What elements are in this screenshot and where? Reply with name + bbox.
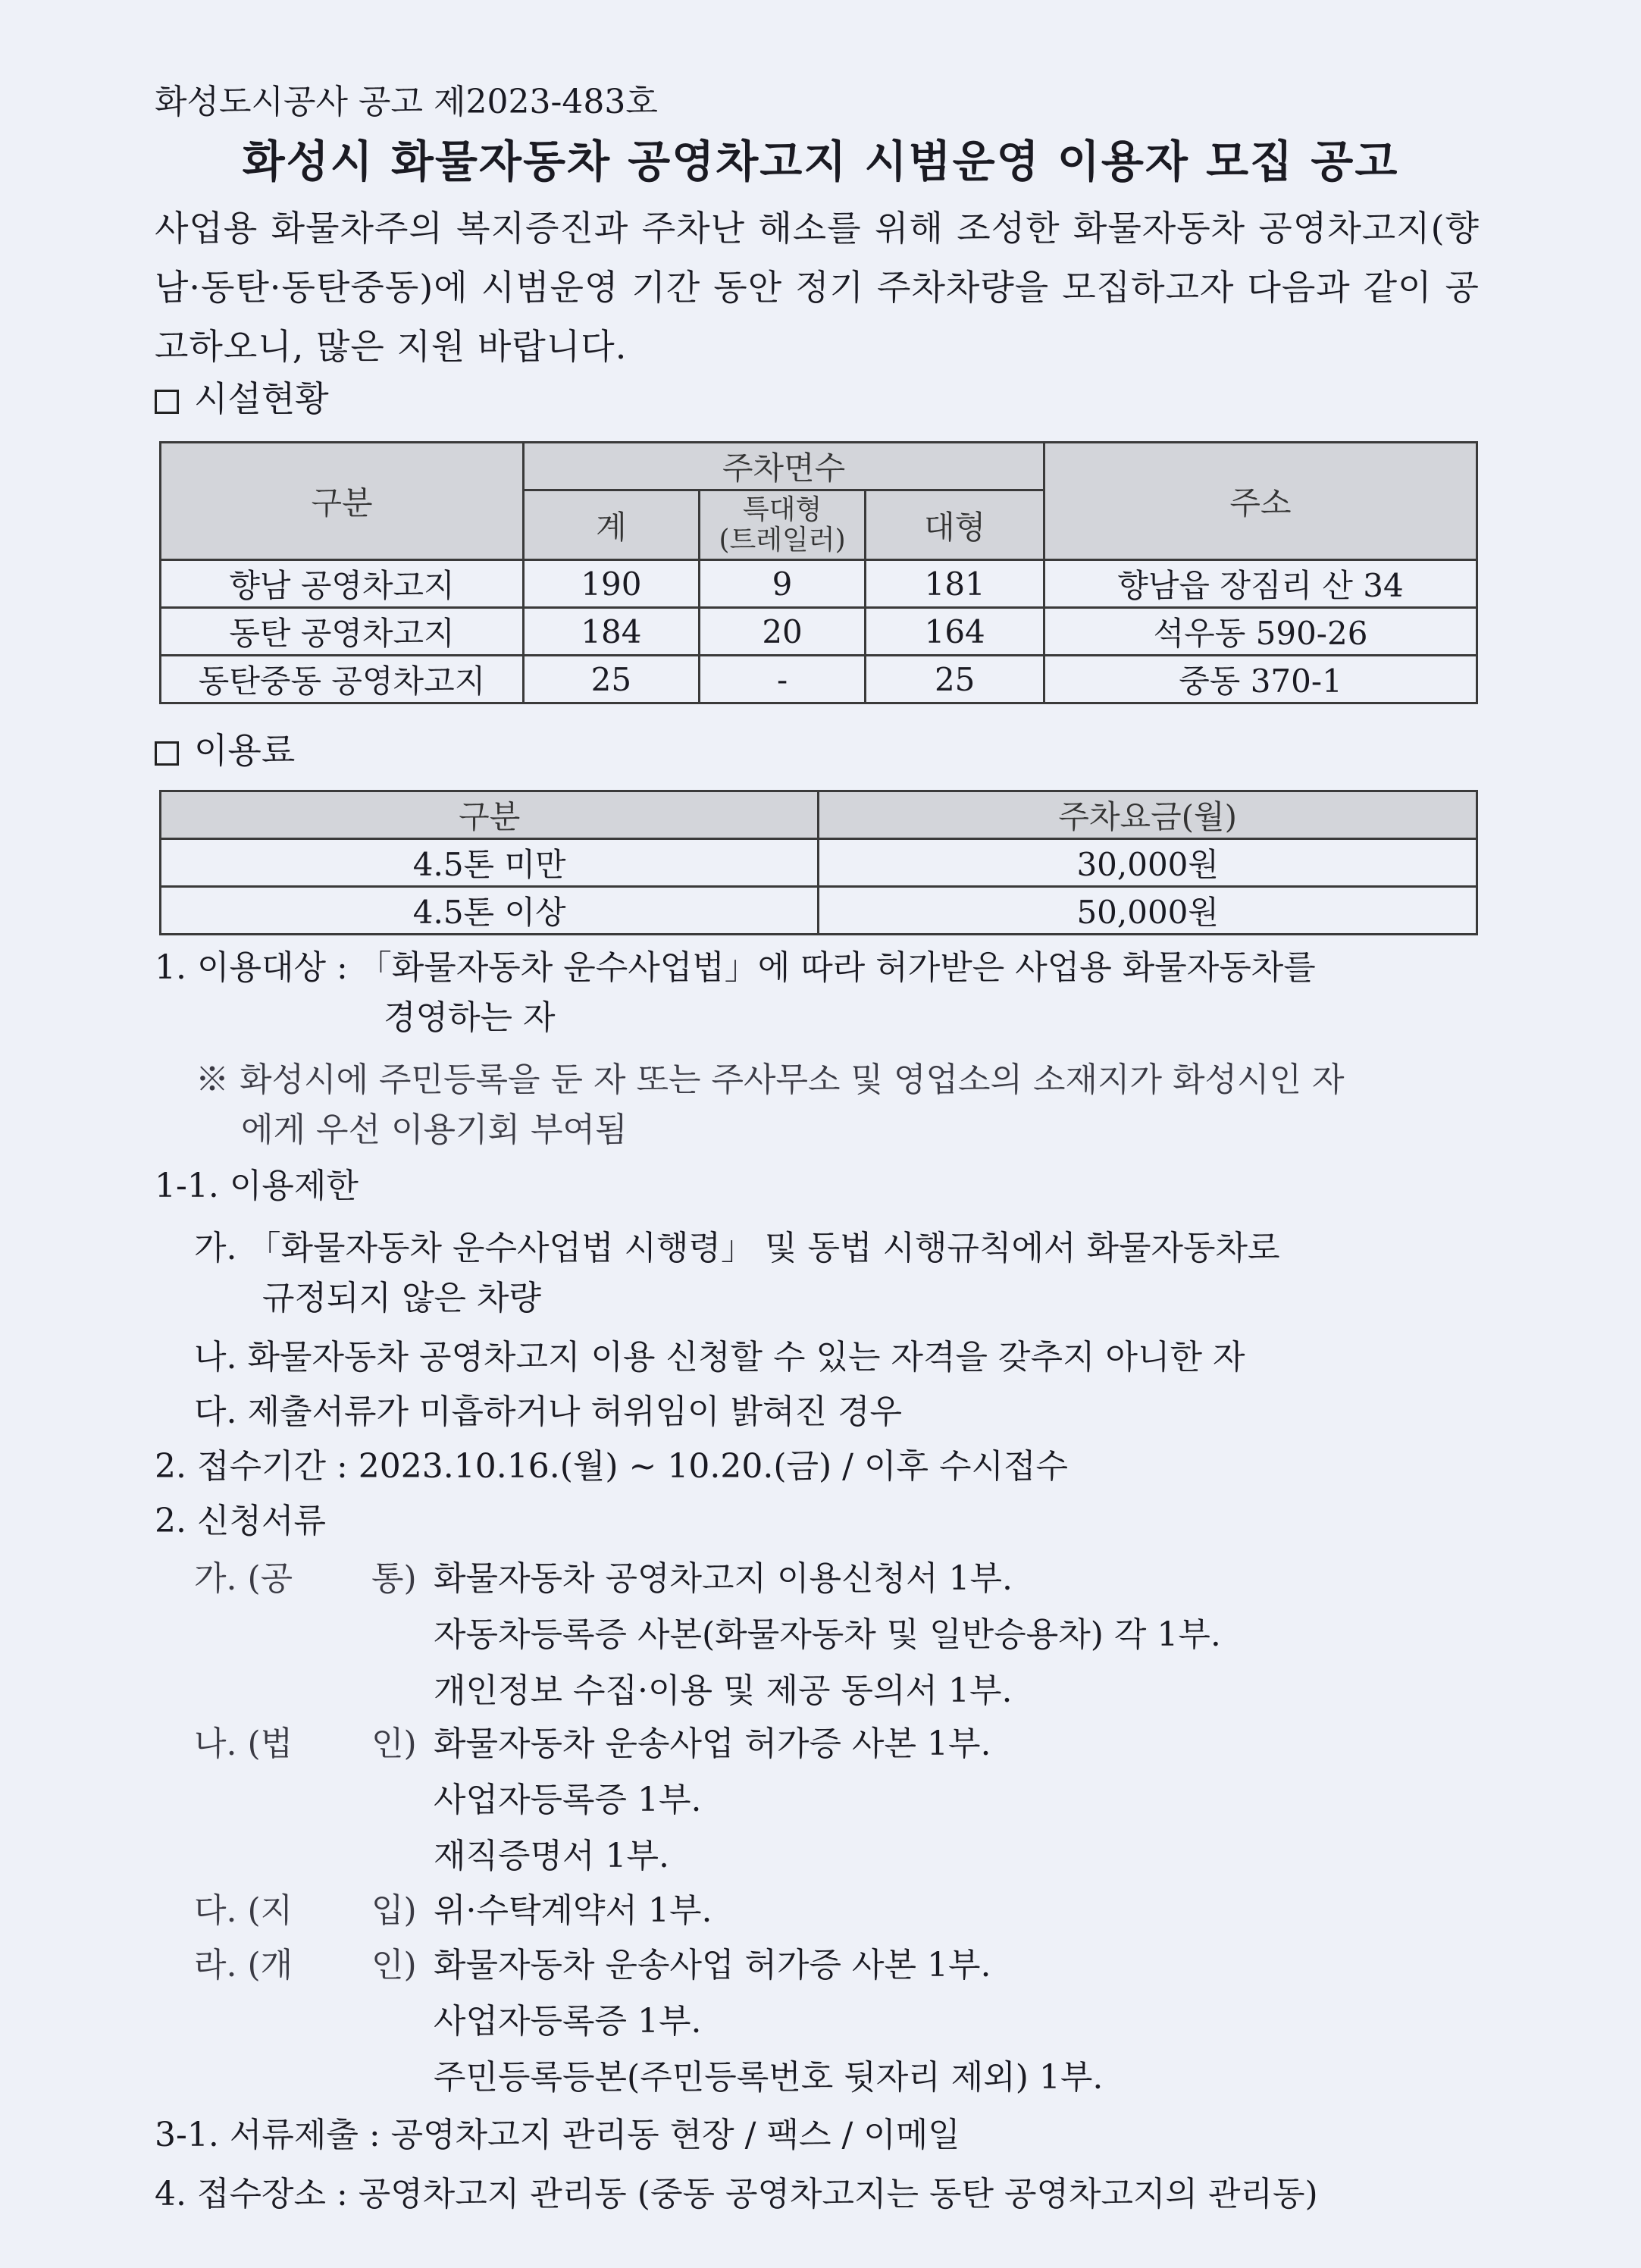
- docs-personal-item: 화물자동차 운송사업 허가증 사본 1부.: [434, 1946, 991, 1984]
- fee-heading-label: 이용료: [194, 730, 296, 771]
- cell-large: 25: [866, 656, 1044, 703]
- table-row: [161, 560, 1477, 608]
- note-line-2: 에게 우선 이용기회 부여됨: [241, 1111, 628, 1149]
- docs-personal-item: 주민등록등본(주민등록번호 뒷자리 제외) 1부.: [434, 2058, 1104, 2097]
- table-row: [161, 656, 1477, 703]
- submit-line: 3-1. 서류제출 : 공영차고지 관리동 현장 / 팩스 / 이메일: [155, 2116, 960, 2154]
- table-row: [161, 887, 1477, 935]
- header-category: 구분: [161, 443, 524, 560]
- header-large: 대형: [866, 490, 1044, 560]
- cell-address: 향남읍 장짐리 산 34: [1044, 560, 1477, 608]
- docs-corp-label-end: 인): [371, 1724, 417, 1763]
- page-title: 화성시 화물자동차 공영차고지 시범운영 이용자 모집 공고: [242, 136, 1399, 187]
- fee-cell-price: 50,000원: [819, 887, 1477, 935]
- notice-number: 화성도시공사 공고 제2023-483호: [155, 83, 658, 121]
- docs-common-label-end: 통): [371, 1559, 417, 1598]
- cell-address: 석우동 590-26: [1044, 608, 1477, 656]
- docs-corp-item: 사업자등록증 1부.: [434, 1781, 702, 1819]
- fee-cell-category: 4.5톤 미만: [161, 839, 819, 887]
- docs-corp-item: 재직증명서 1부.: [434, 1837, 669, 1875]
- restrict-c-line: 다. 제출서류가 미흡하거나 허위임이 밝혀진 경우: [194, 1392, 902, 1431]
- cell-large: 164: [866, 608, 1044, 656]
- docs-heading: 2. 신청서류: [155, 1502, 326, 1540]
- fee-header-category: 구분: [161, 791, 819, 839]
- docs-corp-item: 화물자동차 운송사업 허가증 사본 1부.: [434, 1724, 991, 1763]
- fee-header-price: 주차요금(월): [819, 791, 1477, 839]
- checkbox-icon: [155, 741, 179, 766]
- header-spaces: 주차면수: [524, 443, 1044, 490]
- restrict-a-line-1: 가. 「화물자동차 운수사업법 시행령」 및 동법 시행규칙에서 화물자동차로: [194, 1229, 1280, 1267]
- header-special: [699, 490, 866, 560]
- header-total: 계: [524, 490, 700, 560]
- fee-cell-price: 30,000원: [819, 839, 1477, 887]
- facility-header-row: [161, 443, 1477, 490]
- docs-common-label: 가. (공: [194, 1559, 293, 1598]
- docs-common-item: 개인정보 수집·이용 및 제공 동의서 1부.: [434, 1671, 1013, 1710]
- note-line-1: ※ 화성시에 주민등록을 둔 자 또는 주사무소 및 영업소의 소재지가 화성시인 자: [196, 1060, 1345, 1099]
- docs-personal-item: 사업자등록증 1부.: [434, 2002, 702, 2041]
- fee-table: [159, 790, 1478, 935]
- docs-consign-label-end: 입): [371, 1891, 417, 1930]
- docs-common-item: 자동차등록증 사본(화물자동차 및 일반승용차) 각 1부.: [434, 1615, 1221, 1654]
- target-line-2: 경영하는 자: [384, 998, 556, 1037]
- cell-special: -: [699, 656, 866, 703]
- restrict-a-line-2: 규정되지 않은 차량: [262, 1279, 542, 1317]
- cell-address: 중동 370-1: [1044, 656, 1477, 703]
- cell-special: 9: [699, 560, 866, 608]
- table-row: [161, 839, 1477, 887]
- restrict-b-line: 나. 화물자동차 공영차고지 이용 신청할 수 있는 자격을 갖추지 아니한 자: [194, 1338, 1245, 1377]
- fee-cell-category: 4.5톤 이상: [161, 887, 819, 935]
- target-line-1: 1. 이용대상 : 「화물자동차 운수사업법」에 따라 허가받은 사업용 화물자동차를: [155, 948, 1316, 987]
- table-row: [161, 608, 1477, 656]
- cell-name: 동탄중동 공영차고지: [161, 656, 524, 703]
- header-special-label: 특대형: [742, 493, 822, 525]
- fee-header-row: [161, 791, 1477, 839]
- cell-total: 184: [524, 608, 700, 656]
- docs-consign-label: 다. (지: [194, 1891, 293, 1930]
- facility-table: [159, 441, 1478, 704]
- cell-special: 20: [699, 608, 866, 656]
- header-address: 주소: [1044, 443, 1477, 560]
- header-special-sub: (트레일러): [719, 524, 846, 556]
- docs-corp-label: 나. (법: [194, 1724, 293, 1763]
- cell-total: 25: [524, 656, 700, 703]
- docs-personal-label: 라. (개: [194, 1946, 293, 1984]
- restrict-heading: 1-1. 이용제한: [155, 1167, 359, 1205]
- docs-consign-item: 위·수탁계약서 1부.: [434, 1891, 712, 1930]
- fee-section-heading: [155, 723, 295, 773]
- docs-common-item: 화물자동차 공영차고지 이용신청서 1부.: [434, 1559, 1013, 1598]
- cell-name: 동탄 공영차고지: [161, 608, 524, 656]
- period-line: 2. 접수기간 : 2023.10.16.(월) ~ 10.20.(금) / 이후 수시접수: [155, 1447, 1068, 1486]
- cell-name: 향남 공영차고지: [161, 560, 524, 608]
- docs-personal-label-end: 인): [371, 1946, 417, 1984]
- facility-section-heading: [155, 371, 329, 421]
- checkbox-icon: [155, 390, 179, 414]
- cell-total: 190: [524, 560, 700, 608]
- facility-heading-label: 시설현황: [194, 378, 329, 419]
- cell-large: 181: [866, 560, 1044, 608]
- place-line: 4. 접수장소 : 공영차고지 관리동 (중동 공영차고지는 동탄 공영차고지의 관리동): [155, 2175, 1318, 2213]
- intro-paragraph: 사업용 화물차주의 복지증진과 주차난 해소를 위해 조성한 화물자동차 공영차고지(향남·동탄·동탄중동)에 시범운영 기간 동안 정기 주차차량을 모집하고자 다음과 같이 공고하오니, 많은 지원 바랍니다.: [155, 208, 1480, 367]
